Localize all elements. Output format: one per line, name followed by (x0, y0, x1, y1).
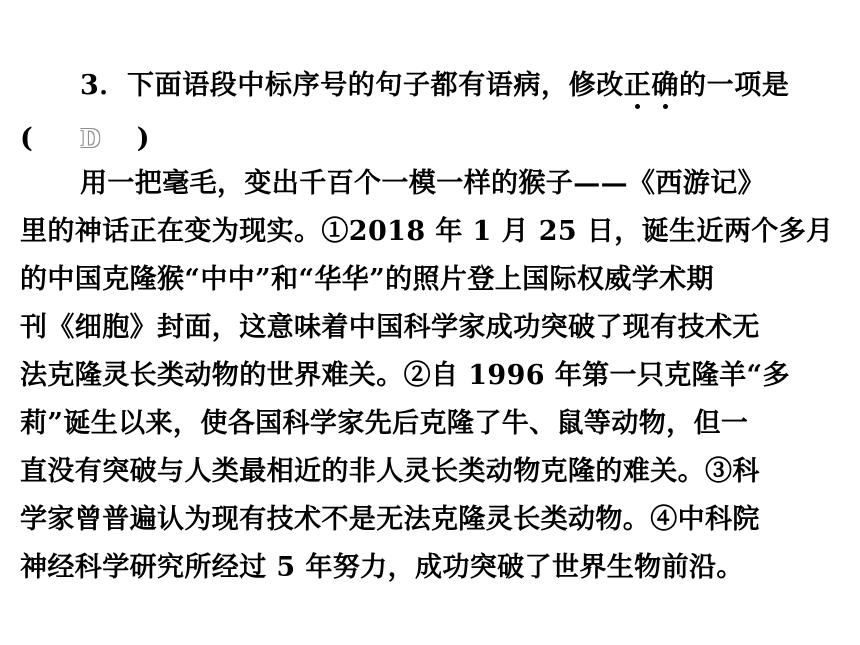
answer-blank (20, 119, 150, 157)
emphasis-dot (663, 104, 668, 109)
passage-line: 学家曾普遍认为现有技术不是无法克隆灵长类动物。④中科院 (20, 504, 760, 535)
passage-line: 的中国克隆猴“中中”和“华华”的照片登上国际权威学术期 (20, 264, 714, 295)
passage-line: 神经科学研究所经过 5 年努力，成功突破了世界生物前沿。 (20, 552, 744, 583)
passage-line: 用一把毫毛，变出千百个一模一样的猴子——《西游记》 (80, 168, 765, 199)
passage-line: 里的神话正在变为现实。①2018 年 1 月 25 日，诞生近两个多月 (20, 216, 834, 247)
passage-line: 莉”诞生以来，使各国科学家先后克隆了牛、鼠等动物，但一 (20, 408, 749, 439)
answer-letter: D (81, 123, 101, 153)
emphasis-dot (635, 104, 640, 109)
question-text-part1: ．下面语段中标序号的句子都有语病，修改 (99, 70, 624, 101)
emphasized-char-2-text: 确 (651, 70, 680, 101)
question-text-part2: 的一项是 (679, 70, 790, 101)
passage-line: 法克隆灵长类动物的世界难关。②自 1996 年第一只克隆羊“多 (20, 360, 790, 391)
emphasized-char-2 (651, 67, 679, 105)
passage-line: 直没有突破与人类最相近的非人灵长类动物克隆的难关。③科 (20, 456, 760, 487)
question-number: 3 (80, 70, 100, 101)
answer-paren-open: ( (20, 123, 33, 154)
emphasized-char-1-text: 正 (623, 70, 652, 101)
answer-paren-close: ) (136, 123, 150, 154)
passage-line: 刊《细胞》封面，这意味着中国科学家成功突破了现有技术无 (20, 312, 760, 343)
question-prompt (20, 67, 789, 105)
emphasized-char-1 (624, 67, 652, 105)
